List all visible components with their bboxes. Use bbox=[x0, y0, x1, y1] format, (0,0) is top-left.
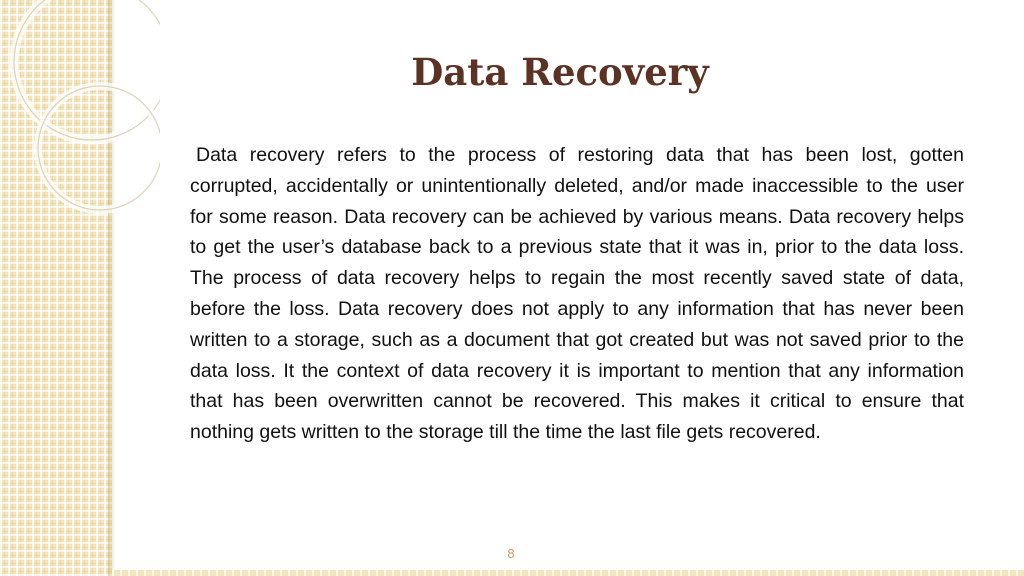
slide-title: Data Recovery bbox=[411, 50, 709, 94]
decorative-rings bbox=[0, 0, 160, 240]
page-number: 8 bbox=[507, 546, 515, 561]
decorative-ring-outer bbox=[14, 0, 160, 140]
slide-body-paragraph: Data recovery refers to the process of restoring data that has been lost, gotten corrupted, accidentally or unintentionally deleted, and/or made inaccessible to the user for some reason. Data recovery can be achieved by various means. Data recovery helps to get the user’s database back to a previous state that it was in, prior to the data loss. The process of data recovery helps to regain the most recently saved state of data, before the loss. Data recovery does not apply to any information that has never been written to a storage, such as a document that got created but was not saved prior to the data loss. It the context of data recovery it is important to mention that any information that has been overwritten cannot be recovered. This makes it critical to ensure that nothing gets written to the storage till the time the last file gets recovered. bbox=[190, 144, 964, 444]
decorative-bottom-strip bbox=[112, 570, 1024, 576]
